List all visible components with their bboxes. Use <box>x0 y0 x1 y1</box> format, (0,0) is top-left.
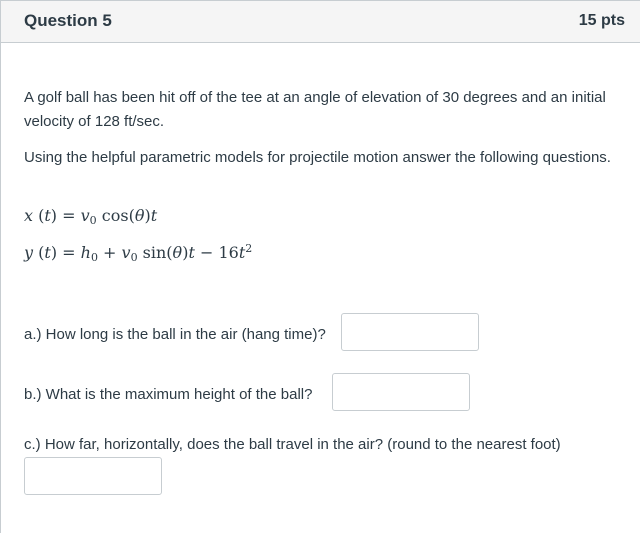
question-c-label: c.) How far, horizontally, does the ball travel in the air? (round to the nearest foot) <box>24 436 561 453</box>
instructions-text: Using the helpful parametric models for projectile motion answer the following questions. <box>24 149 611 166</box>
question-points: 15 pts <box>578 12 625 29</box>
equation-y: y $(t) = h_0 + v_0$ $\sin(\theta)t - 16t^2$ <box>24 242 253 264</box>
answer-c-input[interactable] <box>24 457 162 495</box>
question-title: Question 5 <box>24 11 112 30</box>
question-header <box>1 0 640 43</box>
answer-b-input[interactable] <box>332 373 470 411</box>
question-a-label: a.) How long is the ball in the air (hang time)? <box>24 326 326 343</box>
problem-statement: A golf ball has been hit off of the tee at an angle of elevation of 30 degrees and an initial velocity of 128 ft/sec. <box>24 89 606 130</box>
equation-x: x $(t) = v_0$ cos(θ)t <box>24 206 158 227</box>
answer-a-input[interactable] <box>341 313 479 351</box>
question-b-label: b.) What is the maximum height of the ball? <box>24 386 313 403</box>
